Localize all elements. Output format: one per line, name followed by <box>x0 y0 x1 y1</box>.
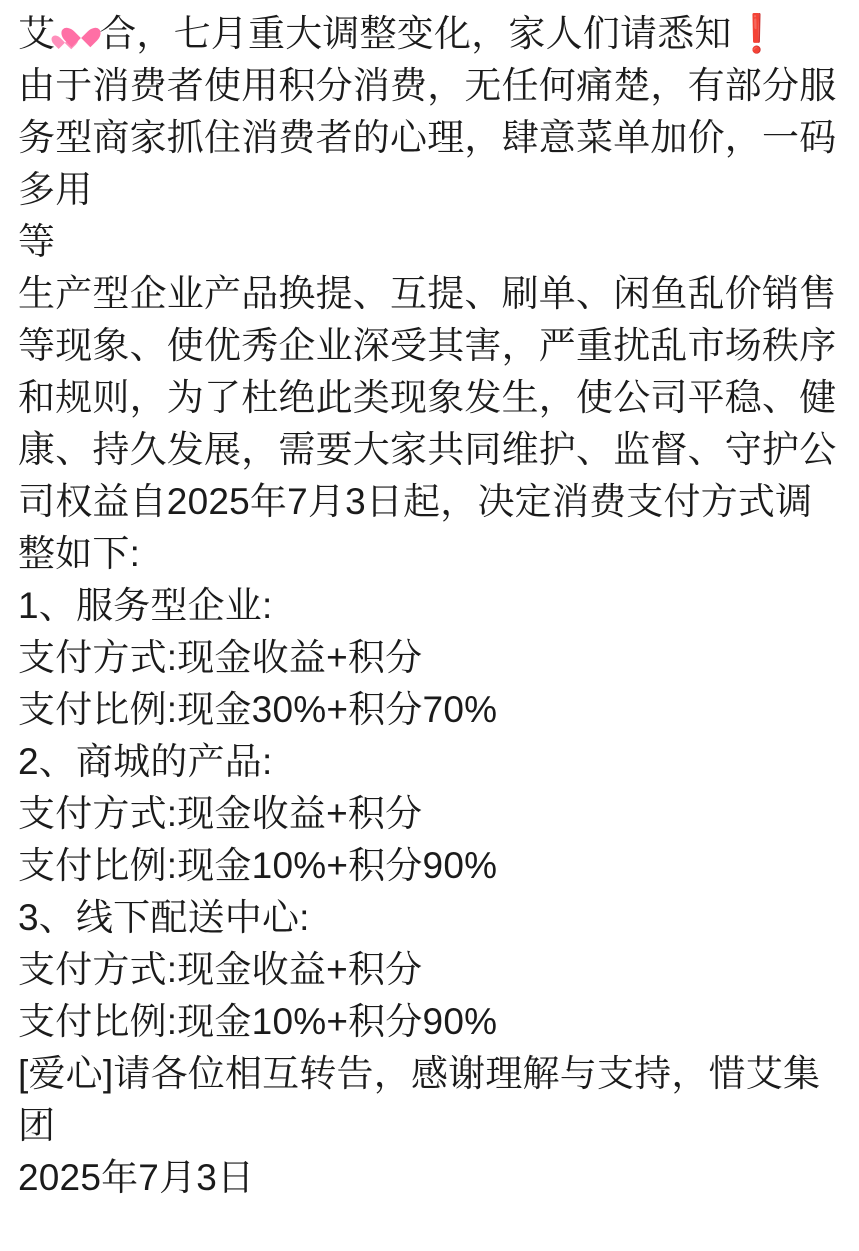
section-3-payment-method: 支付方式:现金收益+积分 <box>18 949 423 990</box>
section-3-heading: 3、线下配送中心: <box>18 897 310 938</box>
paragraph-3: 生产型企业产品换提、互提、刷单、闲鱼乱价销售等现象、使优秀企业深受其害，严重扰乱市场秩序和规则，为了杜绝此类现象发生，使公司平稳、健康、持久发展，需要大家共同维护、监督、守护公司权益自2025年7月3日起，决定消费支付方式调整如下: <box>18 273 837 574</box>
section-3-payment-ratio: 支付比例:现金10%+积分90% <box>18 1001 498 1042</box>
document-title-line <box>18 8 841 60</box>
section-1-payment-method: 支付方式:现金收益+积分 <box>18 637 423 678</box>
paragraph-2: 等 <box>18 221 56 262</box>
section-2-payment-ratio: 支付比例:现金10%+积分90% <box>18 845 498 886</box>
paragraph-1: 由于消费者使用积分消费，无任何痛楚，有部分服务型商家抓住消费者的心理，肆意菜单加价，一码多用 <box>18 65 837 210</box>
section-1-payment-ratio: 支付比例:现金30%+积分70% <box>18 689 498 730</box>
section-2-heading: 2、商城的产品: <box>18 741 273 782</box>
red-exclamation-icon: ❗ <box>733 13 780 54</box>
section-2-payment-method: 支付方式:现金收益+积分 <box>18 793 423 834</box>
two-hearts-icon <box>56 15 98 53</box>
section-1-heading: 1、服务型企业: <box>18 585 273 626</box>
title-prefix-text: 艾 <box>18 13 56 54</box>
document-date: 2025年7月3日 <box>18 1157 255 1198</box>
closing-note: [爱心]请各位相互转告，感谢理解与支持，惜艾集团 <box>18 1053 821 1146</box>
title-suffix-text: 合，七月重大调整变化，家人们请悉知 <box>99 13 732 54</box>
